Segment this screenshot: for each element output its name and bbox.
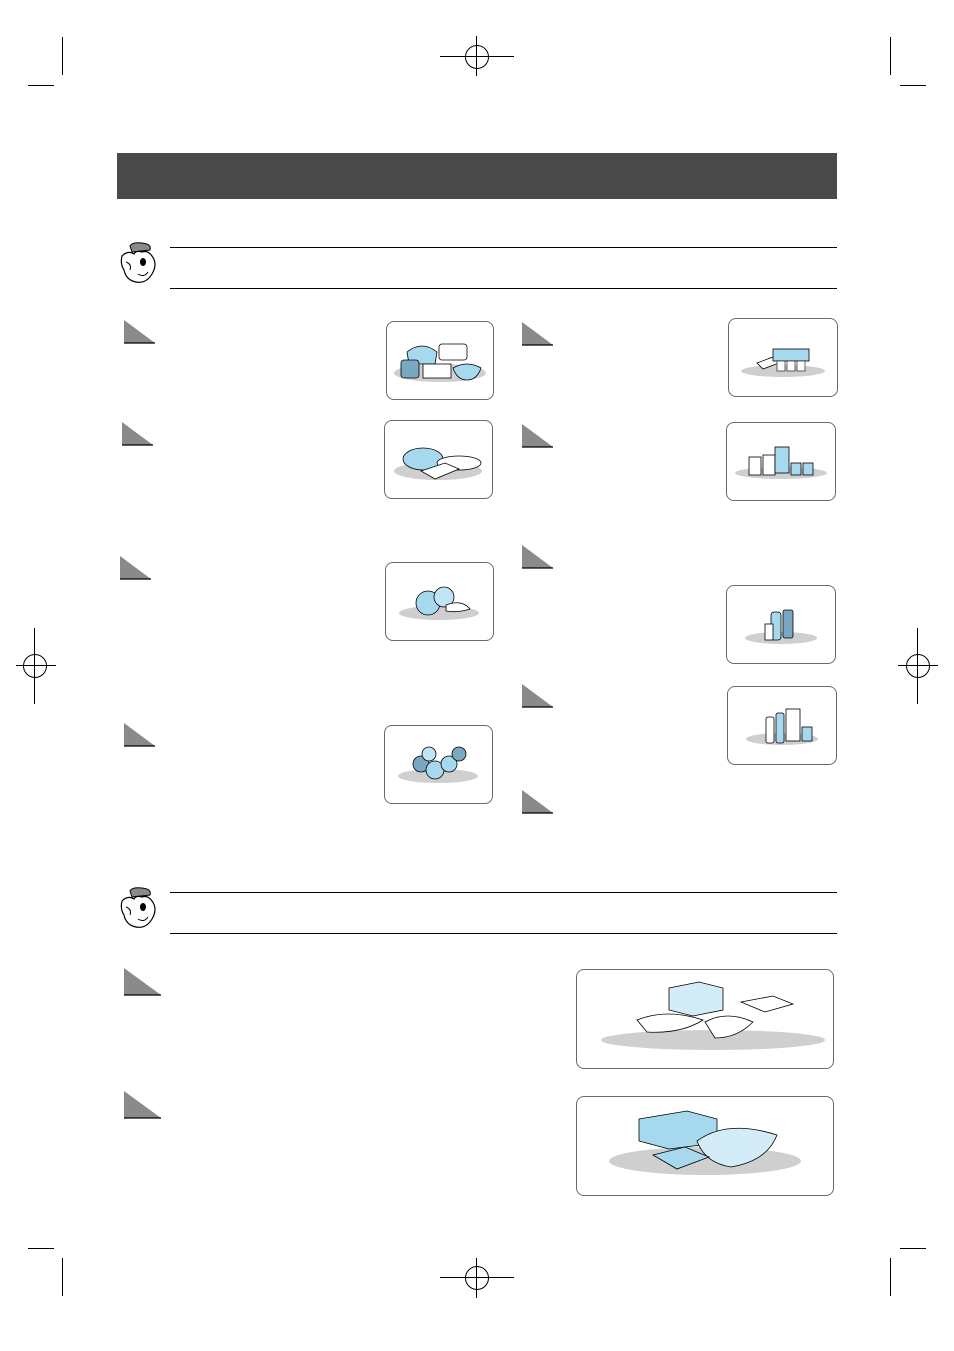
bottles-illustration <box>726 585 836 664</box>
triangle-marker-icon <box>124 1091 162 1119</box>
leftover-containers-illustration <box>386 321 494 400</box>
triangle-marker-icon <box>522 684 554 708</box>
triangle-marker-icon <box>522 322 554 346</box>
triangle-marker-icon <box>120 556 152 580</box>
fruit-illustration <box>384 725 493 804</box>
page-header-bar <box>117 153 837 199</box>
meat-illustration <box>384 420 493 499</box>
section-rule-bottom <box>170 933 837 934</box>
triangle-marker-icon <box>124 320 156 344</box>
vegetables-illustration <box>385 562 494 641</box>
drinks-illustration <box>727 686 837 765</box>
frozen-packs-illustration <box>728 318 838 397</box>
section-rule-bottom <box>170 288 837 289</box>
triangle-marker-icon <box>122 422 154 446</box>
section-rule-top <box>170 247 837 248</box>
freezer-packs-illustration <box>576 969 834 1069</box>
triangle-marker-icon <box>124 723 156 747</box>
triangle-marker-icon <box>124 968 162 996</box>
chef-hand-mascot-icon <box>118 885 162 931</box>
section-rule-top <box>170 892 837 893</box>
triangle-marker-icon <box>522 545 554 569</box>
dairy-illustration <box>726 422 836 501</box>
triangle-marker-icon <box>522 424 554 448</box>
freezer-bags-illustration <box>576 1096 834 1196</box>
chef-hand-mascot-icon <box>118 240 162 286</box>
triangle-marker-icon <box>522 790 554 814</box>
